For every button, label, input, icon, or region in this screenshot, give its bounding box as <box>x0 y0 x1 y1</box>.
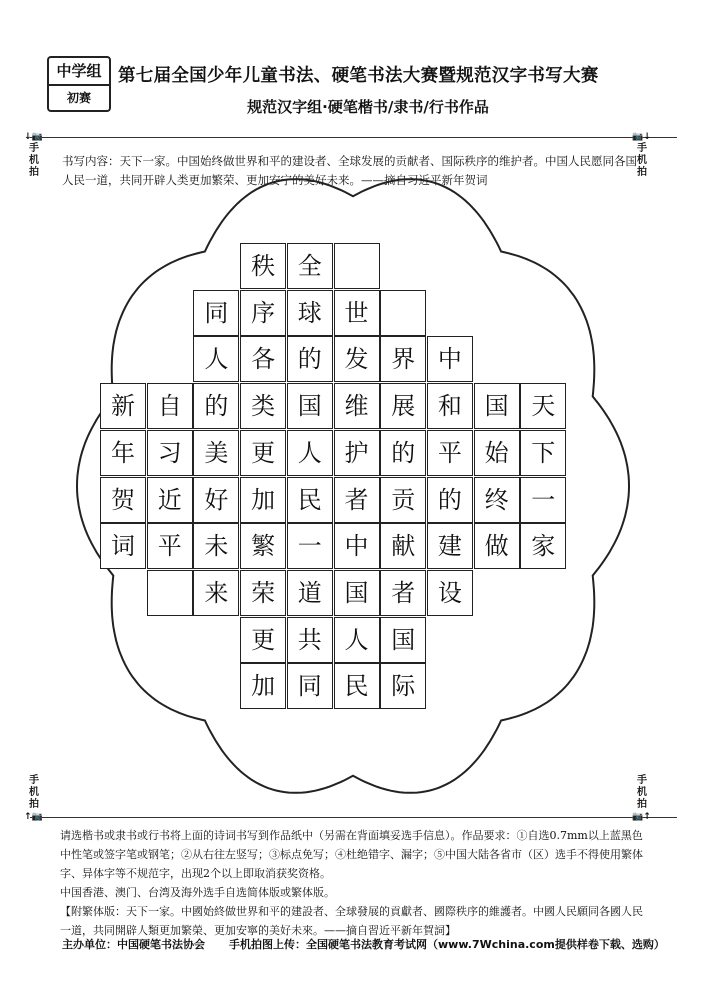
badge-stage: 初赛 <box>66 91 91 105</box>
grid-cell: 建 <box>427 523 473 569</box>
grid-cell: 各 <box>240 336 286 382</box>
grid-cell: 做 <box>474 523 520 569</box>
grid-cell: 护 <box>334 430 380 476</box>
grid-cell: 的 <box>380 430 426 476</box>
grid-cell: 美 <box>193 430 239 476</box>
grid-cell: 贡 <box>380 477 426 523</box>
grid-cell: 终 <box>474 477 520 523</box>
grid-cell: 下 <box>520 430 566 476</box>
grid-cell: 秩 <box>240 243 286 289</box>
side-mark-label: 手机拍 <box>637 775 647 810</box>
grid-cell: 者 <box>380 570 426 616</box>
side-mark-label: 手机拍 <box>29 143 39 178</box>
grid-cell: 一 <box>287 523 333 569</box>
content-text: 书写内容：天下一家。中国始终做世界和平的建设者、全球发展的贡献者、国际秩序的维护者。中国人民愿同各国人民一道，共同开辟人类更加繁荣、更加安宁的美好未来。——摘自习近平新年贺词 <box>62 154 637 187</box>
grid-cell: 者 <box>334 477 380 523</box>
grid-cell: 近 <box>147 477 193 523</box>
grid-cell: 民 <box>334 663 380 709</box>
grid-cell: 加 <box>240 477 286 523</box>
requirements-main: 请选楷书或隶书或行书将上面的诗词书写到作品纸中（另需在背面填妥选手信息）。作品要求：①自选0.7mm以上蓝黑色中性笔或签字笔或钢笔；②从右往左竖写；③标点免写；④杜绝错字、漏字；⑤中国大陆各省市（区）选手不得使用繁体字、异体字等不规范字，出现2个以上即取消获奖资格。 <box>60 829 643 880</box>
grid-cell: 设 <box>427 570 473 616</box>
grid-cell: 类 <box>240 383 286 429</box>
grid-cell: 同 <box>287 663 333 709</box>
grid-cell: 献 <box>380 523 426 569</box>
grid-cell: 天 <box>520 383 566 429</box>
grid-cell: 来 <box>193 570 239 616</box>
grid-cell: 同 <box>193 290 239 336</box>
footer-upload: 手机拍图上传：全国硬笔书法教育考试网（www.7Wchina.com提供样卷下载、选购） <box>229 938 665 951</box>
grid-cell: 国 <box>380 617 426 663</box>
grid-cell: 荣 <box>240 570 286 616</box>
grid-cell: 中 <box>334 523 380 569</box>
grid-cell: 际 <box>380 663 426 709</box>
camera-down-icon: ↓📷 <box>24 132 43 142</box>
grid-cell: 贺 <box>100 477 146 523</box>
grid-cell: 家 <box>520 523 566 569</box>
grid-cell: 国 <box>287 383 333 429</box>
grid-cell: 国 <box>474 383 520 429</box>
grid-cell: 发 <box>334 336 380 382</box>
camera-up-icon: 📷↑ <box>632 812 651 822</box>
side-mark-label: 手机拍 <box>637 143 647 178</box>
grid-cell <box>380 290 426 336</box>
badge-group: 中学组 <box>49 58 109 86</box>
grid-cell: 新 <box>100 383 146 429</box>
grid-cell: 习 <box>147 430 193 476</box>
grid-cell: 年 <box>100 430 146 476</box>
grid-cell <box>334 243 380 289</box>
footer-organizer: 主办单位：中国硬笔书法协会 <box>62 938 205 951</box>
grid-cell: 界 <box>380 336 426 382</box>
grid-cell: 道 <box>287 570 333 616</box>
grid-cell: 词 <box>100 523 146 569</box>
requirements-overseas: 中国香港、澳门、台湾及海外选手自选简体版或繁体版。 <box>60 886 335 899</box>
grid-cell: 民 <box>287 477 333 523</box>
grid-cell: 人 <box>287 430 333 476</box>
side-mark-label: 手机拍 <box>29 775 39 810</box>
camera-down-icon: 📷↓ <box>632 132 651 142</box>
grid-cell: 始 <box>474 430 520 476</box>
grid-cell: 的 <box>193 383 239 429</box>
grid-cell: 加 <box>240 663 286 709</box>
grid-cell: 繁 <box>240 523 286 569</box>
grid-cell: 平 <box>427 430 473 476</box>
grid-cell: 一 <box>520 477 566 523</box>
camera-up-icon: ↑📷 <box>24 812 43 822</box>
grid-cell <box>147 570 193 616</box>
grid-cell: 球 <box>287 290 333 336</box>
grid-cell: 未 <box>193 523 239 569</box>
grid-cell: 世 <box>334 290 380 336</box>
grid-cell: 全 <box>287 243 333 289</box>
grid-cell: 展 <box>380 383 426 429</box>
grid-cell: 自 <box>147 383 193 429</box>
grid-cell: 序 <box>240 290 286 336</box>
grid-cell: 人 <box>334 617 380 663</box>
grid-cell: 共 <box>287 617 333 663</box>
grid-cell: 国 <box>334 570 380 616</box>
requirements-traditional: 【附繁体版：天下一家。中國始終做世界和平的建設者、全球發展的貢獻者、國際秩序的維護者。中國人民願同各國人民一道，共同開辟人類更加繁榮、更加安寧的美好未來。——摘自習近平新年賀詞】 <box>60 905 643 937</box>
grid-cell: 和 <box>427 383 473 429</box>
page-subtitle: 规范汉字组·硬笔楷书/隶书/行书作品 <box>247 98 489 116</box>
grid-cell: 维 <box>334 383 380 429</box>
grid-cell: 的 <box>287 336 333 382</box>
requirements <box>60 826 650 940</box>
grid-cell: 好 <box>193 477 239 523</box>
grid-cell: 更 <box>240 430 286 476</box>
grid-cell: 人 <box>193 336 239 382</box>
grid-cell: 更 <box>240 617 286 663</box>
page-title: 第七届全国少年儿童书法、硬笔书法大赛暨规范汉字书写大赛 <box>118 66 599 86</box>
grid-cell: 平 <box>147 523 193 569</box>
grid-cell: 的 <box>427 477 473 523</box>
grid-cell: 中 <box>427 336 473 382</box>
